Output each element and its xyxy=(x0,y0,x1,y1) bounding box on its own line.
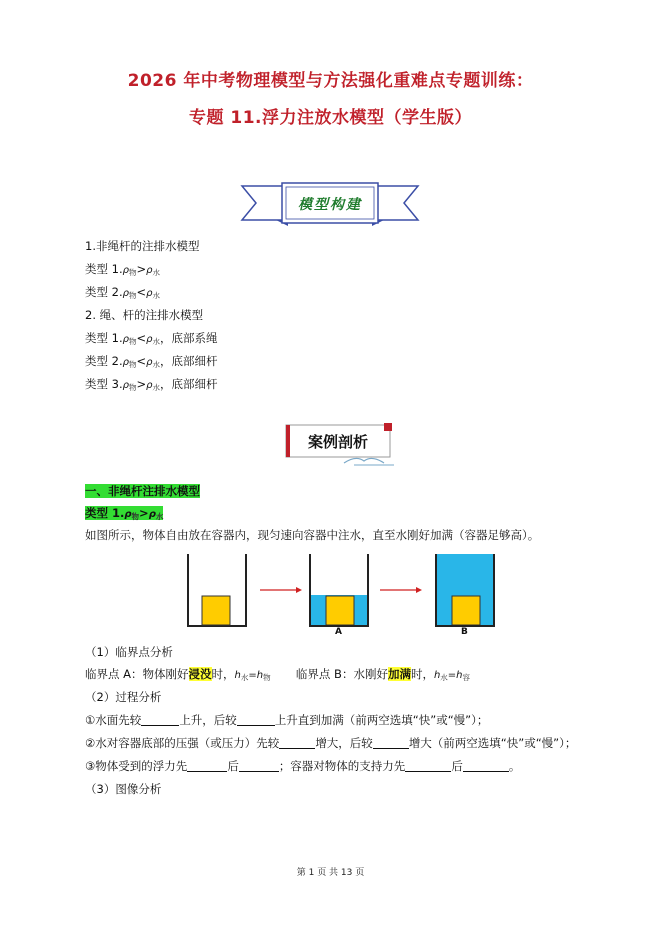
process-line-2: ②水对容器底部的压强（或压力）先较 增大，后较 增大（前两空选填“快”或“慢”）； xyxy=(85,736,577,750)
section-heading: 一、非绳杆注排水模型 xyxy=(85,484,200,498)
graph-heading: （3）图像分析 xyxy=(85,782,162,796)
process-line-3: ③物体受到的浮力先 后 ；容器对物体的支持力先 后 。 xyxy=(85,759,521,773)
container-initial xyxy=(188,554,246,626)
title-line-1: 2026 年中考物理模型与方法强化重难点专题训练： xyxy=(127,71,534,91)
model-item-5: 类型 1.ρ物<ρ水，底部系绳 xyxy=(85,331,218,346)
case-banner-text: 案例剖析 xyxy=(307,433,368,451)
type-1-heading: 类型 1.ρ物>ρ水 xyxy=(85,506,164,521)
model-item-1: 1.非绳杆的注排水模型 xyxy=(85,239,200,253)
blank-4[interactable] xyxy=(373,736,409,749)
blank-1[interactable] xyxy=(141,713,179,726)
model-item-4: 2. 绳、杆的注排水模型 xyxy=(85,308,204,322)
critical-points-line: 临界点 A：物体刚好浸没时，h水=h物 临界点 B：水刚好加满时，h水=h容 xyxy=(85,667,471,682)
model-banner xyxy=(240,180,420,230)
title-line-2: 专题 11.浮力注放水模型（学生版） xyxy=(188,108,473,128)
figure-label-a: A xyxy=(335,627,342,637)
process-line-1: ①水面先较 上升，后较 上升直到加满（前两空选填“快”或“慢”）； xyxy=(85,713,489,727)
blank-5[interactable] xyxy=(187,759,227,772)
blank-3[interactable] xyxy=(279,736,315,749)
case-banner xyxy=(284,421,396,467)
container-b xyxy=(436,554,494,626)
page-footer: 第 1 页 共 13 页 xyxy=(296,868,365,878)
model-item-3: 类型 2.ρ物<ρ水 xyxy=(85,285,160,300)
figure-label-b: B xyxy=(461,627,468,637)
model-item-6: 类型 2.ρ物<ρ水，底部细杆 xyxy=(85,354,218,369)
model-banner-text: 模型构建 xyxy=(298,197,362,213)
process-heading: （2）过程分析 xyxy=(85,690,162,704)
intro-text: 如图所示，物体自由放在容器内，现匀速向容器中注水，直至水刚好加满（容器足够高）。 xyxy=(85,528,540,542)
blank-6[interactable] xyxy=(239,759,279,772)
model-item-2: 类型 1.ρ物>ρ水 xyxy=(85,262,160,277)
container-a xyxy=(310,554,368,626)
model-item-7: 类型 3.ρ物>ρ水，底部细杆 xyxy=(85,377,218,392)
blank-2[interactable] xyxy=(237,713,275,726)
blank-7[interactable] xyxy=(405,759,451,772)
critical-heading: （1）临界点分析 xyxy=(85,645,173,659)
blank-8[interactable] xyxy=(463,759,509,772)
